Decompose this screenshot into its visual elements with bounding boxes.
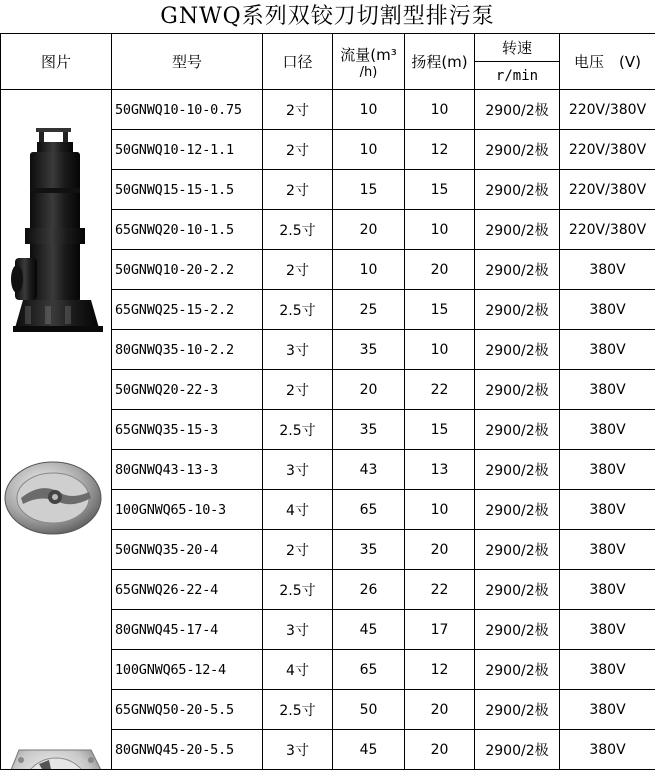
voltage-cell: 380V: [560, 450, 655, 490]
speed-cell: 2900/2极: [475, 210, 560, 250]
pump-icon: [1, 118, 111, 348]
model-cell: 80GNWQ43-13-3: [112, 450, 263, 490]
table-body: [1, 90, 655, 770]
caliber-cell: 2寸: [263, 130, 333, 170]
voltage-cell: 380V: [560, 690, 655, 730]
image-column: [1, 90, 112, 770]
head-cell: 12: [405, 130, 475, 170]
head-cell: 20: [405, 250, 475, 290]
speed-cell: 2900/2极: [475, 570, 560, 610]
speed-cell: 2900/2极: [475, 490, 560, 530]
model-cell: 100GNWQ65-10-3: [112, 490, 263, 530]
voltage-cell: 380V: [560, 330, 655, 370]
impeller-icon: [1, 452, 111, 542]
voltage-cell: 380V: [560, 570, 655, 610]
caliber-cell: 2寸: [263, 170, 333, 210]
speed-cell: 2900/2极: [475, 170, 560, 210]
speed-cell: 2900/2极: [475, 650, 560, 690]
header-caliber: 口径: [263, 34, 333, 90]
caliber-cell: 2寸: [263, 250, 333, 290]
voltage-cell: 380V: [560, 490, 655, 530]
flow-cell: 15: [333, 170, 405, 210]
caliber-cell: 2.5寸: [263, 290, 333, 330]
model-cell: 50GNWQ15-15-1.5: [112, 170, 263, 210]
head-cell: 15: [405, 290, 475, 330]
speed-cell: 2900/2极: [475, 530, 560, 570]
caliber-cell: 2.5寸: [263, 210, 333, 250]
flow-cell: 35: [333, 410, 405, 450]
model-cell: 80GNWQ45-20-5.5: [112, 730, 263, 770]
submersible-pump-photo: [1, 118, 111, 348]
flow-cell: 20: [333, 210, 405, 250]
head-cell: 10: [405, 210, 475, 250]
speed-cell: 2900/2极: [475, 290, 560, 330]
caliber-cell: 3寸: [263, 330, 333, 370]
voltage-cell: 220V/380V: [560, 170, 655, 210]
caliber-cell: 4寸: [263, 650, 333, 690]
speed-cell: 2900/2极: [475, 690, 560, 730]
spec-table: [0, 33, 655, 770]
flow-cell: 65: [333, 490, 405, 530]
voltage-cell: 380V: [560, 530, 655, 570]
head-cell: 17: [405, 610, 475, 650]
voltage-cell: 380V: [560, 410, 655, 450]
page-title: GNWQ系列双铰刀切割型排污泵: [0, 0, 655, 34]
voltage-cell: 380V: [560, 730, 655, 770]
caliber-cell: 2寸: [263, 370, 333, 410]
head-cell: 20: [405, 530, 475, 570]
flow-cell: 10: [333, 250, 405, 290]
caliber-cell: 3寸: [263, 450, 333, 490]
flow-cell: 26: [333, 570, 405, 610]
model-cell: 50GNWQ10-10-0.75: [112, 90, 263, 130]
flow-cell: 45: [333, 610, 405, 650]
head-cell: 12: [405, 650, 475, 690]
flow-cell: 10: [333, 130, 405, 170]
model-cell: 65GNWQ50-20-5.5: [112, 690, 263, 730]
speed-cell: 2900/2极: [475, 90, 560, 130]
header-speed: 转速: [475, 34, 560, 62]
model-cell: 50GNWQ10-20-2.2: [112, 250, 263, 290]
speed-cell: 2900/2极: [475, 410, 560, 450]
speed-cell: 2900/2极: [475, 130, 560, 170]
flow-cell: 50: [333, 690, 405, 730]
header-model: 型号: [112, 34, 263, 90]
head-cell: 22: [405, 370, 475, 410]
caliber-cell: 3寸: [263, 610, 333, 650]
speed-cell: 2900/2极: [475, 730, 560, 770]
speed-cell: 2900/2极: [475, 610, 560, 650]
flow-cell: 65: [333, 650, 405, 690]
caliber-cell: 2.5寸: [263, 570, 333, 610]
voltage-cell: 380V: [560, 250, 655, 290]
model-cell: 65GNWQ26-22-4: [112, 570, 263, 610]
model-cell: 50GNWQ20-22-3: [112, 370, 263, 410]
header-head: 扬程(m): [405, 34, 475, 90]
head-cell: 15: [405, 410, 475, 450]
head-cell: 10: [405, 90, 475, 130]
caliber-cell: 4寸: [263, 490, 333, 530]
head-cell: 20: [405, 730, 475, 770]
header-image: 图片: [1, 34, 112, 90]
speed-cell: 2900/2极: [475, 450, 560, 490]
flow-cell: 25: [333, 290, 405, 330]
flow-cell: 20: [333, 370, 405, 410]
head-cell: 15: [405, 170, 475, 210]
voltage-cell: 380V: [560, 290, 655, 330]
header-flow-line2: /h): [333, 65, 404, 80]
speed-cell: 2900/2极: [475, 370, 560, 410]
model-cell: 80GNWQ35-10-2.2: [112, 330, 263, 370]
flow-cell: 10: [333, 90, 405, 130]
voltage-cell: 380V: [560, 370, 655, 410]
caliber-cell: 2.5寸: [263, 410, 333, 450]
model-cell: 80GNWQ45-17-4: [112, 610, 263, 650]
cutter-plate-photo: [1, 730, 111, 770]
header-voltage: 电压 (V): [560, 34, 655, 90]
header-flow: [333, 34, 405, 90]
voltage-cell: 220V/380V: [560, 130, 655, 170]
caliber-cell: 3寸: [263, 730, 333, 770]
head-cell: 20: [405, 690, 475, 730]
flow-cell: 35: [333, 530, 405, 570]
model-cell: 50GNWQ10-12-1.1: [112, 130, 263, 170]
head-cell: 22: [405, 570, 475, 610]
table-row: [1, 90, 655, 130]
model-cell: 65GNWQ35-15-3: [112, 410, 263, 450]
model-cell: 65GNWQ25-15-2.2: [112, 290, 263, 330]
model-cell: 50GNWQ35-20-4: [112, 530, 263, 570]
caliber-cell: 2寸: [263, 530, 333, 570]
voltage-cell: 380V: [560, 610, 655, 650]
head-cell: 10: [405, 490, 475, 530]
voltage-cell: 220V/380V: [560, 90, 655, 130]
header-row: [1, 34, 655, 62]
cutter-impeller-photo: [1, 452, 111, 542]
speed-cell: 2900/2极: [475, 250, 560, 290]
model-cell: 65GNWQ20-10-1.5: [112, 210, 263, 250]
header-flow-line1: 流量(m³: [340, 46, 396, 64]
speed-cell: 2900/2极: [475, 330, 560, 370]
cutter-plate-icon: [1, 730, 111, 770]
header-speed-unit: r/min: [475, 62, 560, 90]
caliber-cell: 2寸: [263, 90, 333, 130]
head-cell: 13: [405, 450, 475, 490]
caliber-cell: 2.5寸: [263, 690, 333, 730]
model-cell: 100GNWQ65-12-4: [112, 650, 263, 690]
flow-cell: 35: [333, 330, 405, 370]
voltage-cell: 380V: [560, 650, 655, 690]
head-cell: 10: [405, 330, 475, 370]
voltage-cell: 220V/380V: [560, 210, 655, 250]
flow-cell: 45: [333, 730, 405, 770]
flow-cell: 43: [333, 450, 405, 490]
